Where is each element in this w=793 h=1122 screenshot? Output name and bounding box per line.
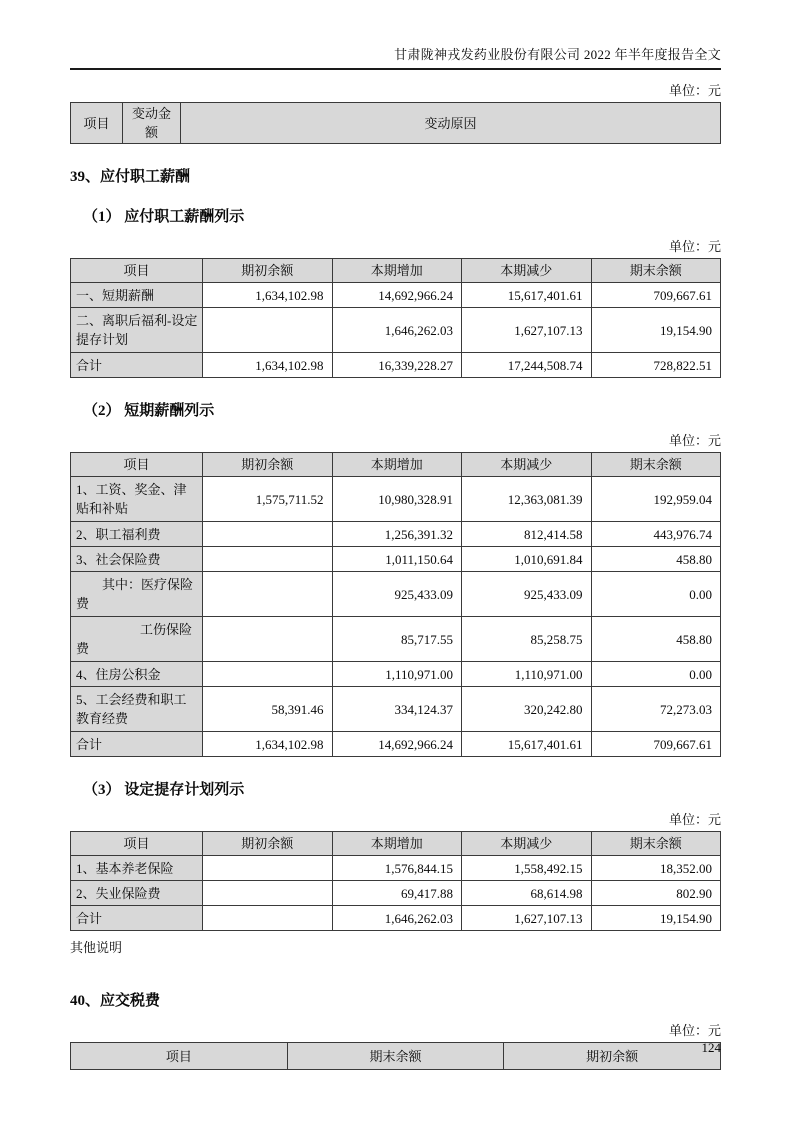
- value-cell: 1,576,844.15: [332, 856, 462, 881]
- value-cell: 12,363,081.39: [462, 477, 592, 522]
- column-header-closing: 期末余额: [287, 1043, 504, 1070]
- value-cell: 85,258.75: [462, 617, 592, 662]
- table-row: [71, 477, 721, 522]
- compensation-payable-table: [70, 258, 721, 378]
- column-header-opening: 期初余额: [504, 1043, 721, 1070]
- item-cell: 4、住房公积金: [71, 662, 203, 687]
- item-cell: 1、基本养老保险: [71, 856, 203, 881]
- value-cell: 802.90: [591, 881, 721, 906]
- column-header-closing: 期末余额: [591, 453, 721, 477]
- taxes-payable-table: [70, 1042, 721, 1070]
- value-cell: 728,822.51: [591, 353, 721, 378]
- table-row: [71, 881, 721, 906]
- column-header-decrease: 本期减少: [462, 832, 592, 856]
- table-row: [71, 856, 721, 881]
- column-header-item: 项目: [71, 832, 203, 856]
- table-header-row: [71, 1043, 721, 1070]
- value-cell: 0.00: [591, 662, 721, 687]
- section-39-heading: 39、应付职工薪酬: [70, 169, 191, 185]
- value-cell: [203, 522, 333, 547]
- value-cell: [203, 547, 333, 572]
- value-cell: 0.00: [591, 572, 721, 617]
- value-cell: 1,646,262.03: [332, 308, 462, 353]
- column-header-change-amount: 变动金额: [123, 103, 181, 144]
- table-row: [71, 283, 721, 308]
- value-cell: 709,667.61: [591, 732, 721, 757]
- value-cell: 925,433.09: [332, 572, 462, 617]
- column-header-decrease: 本期减少: [462, 453, 592, 477]
- item-cell: 二、离职后福利-设定提存计划: [71, 308, 203, 353]
- item-cell: 1、工资、奖金、津贴和补贴: [71, 477, 203, 522]
- table-row: [71, 522, 721, 547]
- value-cell: 19,154.90: [591, 906, 721, 931]
- value-cell: [203, 856, 333, 881]
- table-row: [71, 547, 721, 572]
- value-cell: 925,433.09: [462, 572, 592, 617]
- short-term-compensation-table: [70, 452, 721, 757]
- table-total-row: [71, 906, 721, 931]
- item-cell: 一、短期薪酬: [71, 283, 203, 308]
- value-cell: [203, 906, 333, 931]
- table-row: [71, 662, 721, 687]
- column-header-closing: 期末余额: [591, 832, 721, 856]
- value-cell: 16,339,228.27: [332, 353, 462, 378]
- other-note-label: 其他说明: [70, 940, 123, 955]
- table-row: [71, 572, 721, 617]
- column-header-opening: 期初余额: [203, 259, 333, 283]
- value-cell: 19,154.90: [591, 308, 721, 353]
- table-row: [71, 687, 721, 732]
- value-cell: 1,010,691.84: [462, 547, 592, 572]
- value-cell: 1,575,711.52: [203, 477, 333, 522]
- defined-contribution-table: [70, 831, 721, 931]
- value-cell: 85,717.55: [332, 617, 462, 662]
- value-cell: 1,627,107.13: [462, 308, 592, 353]
- unit-label: 单位：元: [668, 1023, 721, 1038]
- value-cell: 320,242.80: [462, 687, 592, 732]
- table-header-row: [71, 103, 721, 144]
- unit-label: 单位：元: [668, 239, 721, 254]
- change-reason-table: [70, 102, 721, 144]
- value-cell: 14,692,966.24: [332, 283, 462, 308]
- report-header-title: 甘肃陇神戎发药业股份有限公司 2022 年半年度报告全文: [70, 46, 721, 70]
- column-header-item: 项目: [71, 453, 203, 477]
- column-header-decrease: 本期减少: [462, 259, 592, 283]
- value-cell: 68,614.98: [462, 881, 592, 906]
- item-cell: 3、社会保险费: [71, 547, 203, 572]
- item-cell: 其中：医疗保险费: [71, 572, 203, 617]
- table-total-row: [71, 732, 721, 757]
- section-39-part1-heading: （1） 应付职工薪酬列示: [83, 209, 245, 225]
- value-cell: [203, 308, 333, 353]
- value-cell: 334,124.37: [332, 687, 462, 732]
- column-header-increase: 本期增加: [332, 259, 462, 283]
- value-cell: 812,414.58: [462, 522, 592, 547]
- column-header-opening: 期初余额: [203, 832, 333, 856]
- value-cell: [203, 572, 333, 617]
- item-cell: 工伤保险费: [71, 617, 203, 662]
- section-39-part3-heading: （3） 设定提存计划列示: [83, 782, 245, 798]
- value-cell: 1,634,102.98: [203, 732, 333, 757]
- column-header-closing: 期末余额: [591, 259, 721, 283]
- value-cell: 69,417.88: [332, 881, 462, 906]
- item-cell: 2、职工福利费: [71, 522, 203, 547]
- value-cell: 10,980,328.91: [332, 477, 462, 522]
- column-header-item: 项目: [71, 259, 203, 283]
- value-cell: 15,617,401.61: [462, 732, 592, 757]
- value-cell: 1,110,971.00: [462, 662, 592, 687]
- section-39-part2-heading: （2） 短期薪酬列示: [83, 403, 215, 419]
- unit-label: 单位：元: [668, 433, 721, 448]
- value-cell: 1,634,102.98: [203, 353, 333, 378]
- item-cell: 5、工会经费和职工教育经费: [71, 687, 203, 732]
- table-header-row: [71, 453, 721, 477]
- value-cell: 58,391.46: [203, 687, 333, 732]
- page-number: 124: [701, 1040, 721, 1055]
- table-header-row: [71, 832, 721, 856]
- value-cell: 17,244,508.74: [462, 353, 592, 378]
- item-cell: 合计: [71, 353, 203, 378]
- item-cell: 合计: [71, 906, 203, 931]
- value-cell: 15,617,401.61: [462, 283, 592, 308]
- column-header-opening: 期初余额: [203, 453, 333, 477]
- value-cell: 1,110,971.00: [332, 662, 462, 687]
- table-header-row: [71, 259, 721, 283]
- value-cell: 192,959.04: [591, 477, 721, 522]
- value-cell: 1,646,262.03: [332, 906, 462, 931]
- value-cell: [203, 617, 333, 662]
- value-cell: 458.80: [591, 547, 721, 572]
- table-row: [71, 617, 721, 662]
- unit-label: 单位：元: [668, 812, 721, 827]
- table-row: [71, 308, 721, 353]
- column-header-item: 项目: [71, 1043, 288, 1070]
- column-header-increase: 本期增加: [332, 453, 462, 477]
- value-cell: 1,627,107.13: [462, 906, 592, 931]
- unit-label: 单位：元: [668, 83, 721, 98]
- value-cell: 18,352.00: [591, 856, 721, 881]
- section-40-heading: 40、应交税费: [70, 993, 161, 1009]
- column-header-item: 项目: [71, 103, 123, 144]
- value-cell: 458.80: [591, 617, 721, 662]
- item-cell: 2、失业保险费: [71, 881, 203, 906]
- column-header-change-reason: 变动原因: [181, 103, 721, 144]
- value-cell: 1,558,492.15: [462, 856, 592, 881]
- value-cell: 72,273.03: [591, 687, 721, 732]
- column-header-increase: 本期增加: [332, 832, 462, 856]
- value-cell: 1,634,102.98: [203, 283, 333, 308]
- value-cell: 1,256,391.32: [332, 522, 462, 547]
- value-cell: [203, 881, 333, 906]
- value-cell: [203, 662, 333, 687]
- item-cell: 合计: [71, 732, 203, 757]
- value-cell: 443,976.74: [591, 522, 721, 547]
- value-cell: 14,692,966.24: [332, 732, 462, 757]
- table-total-row: [71, 353, 721, 378]
- value-cell: 709,667.61: [591, 283, 721, 308]
- value-cell: 1,011,150.64: [332, 547, 462, 572]
